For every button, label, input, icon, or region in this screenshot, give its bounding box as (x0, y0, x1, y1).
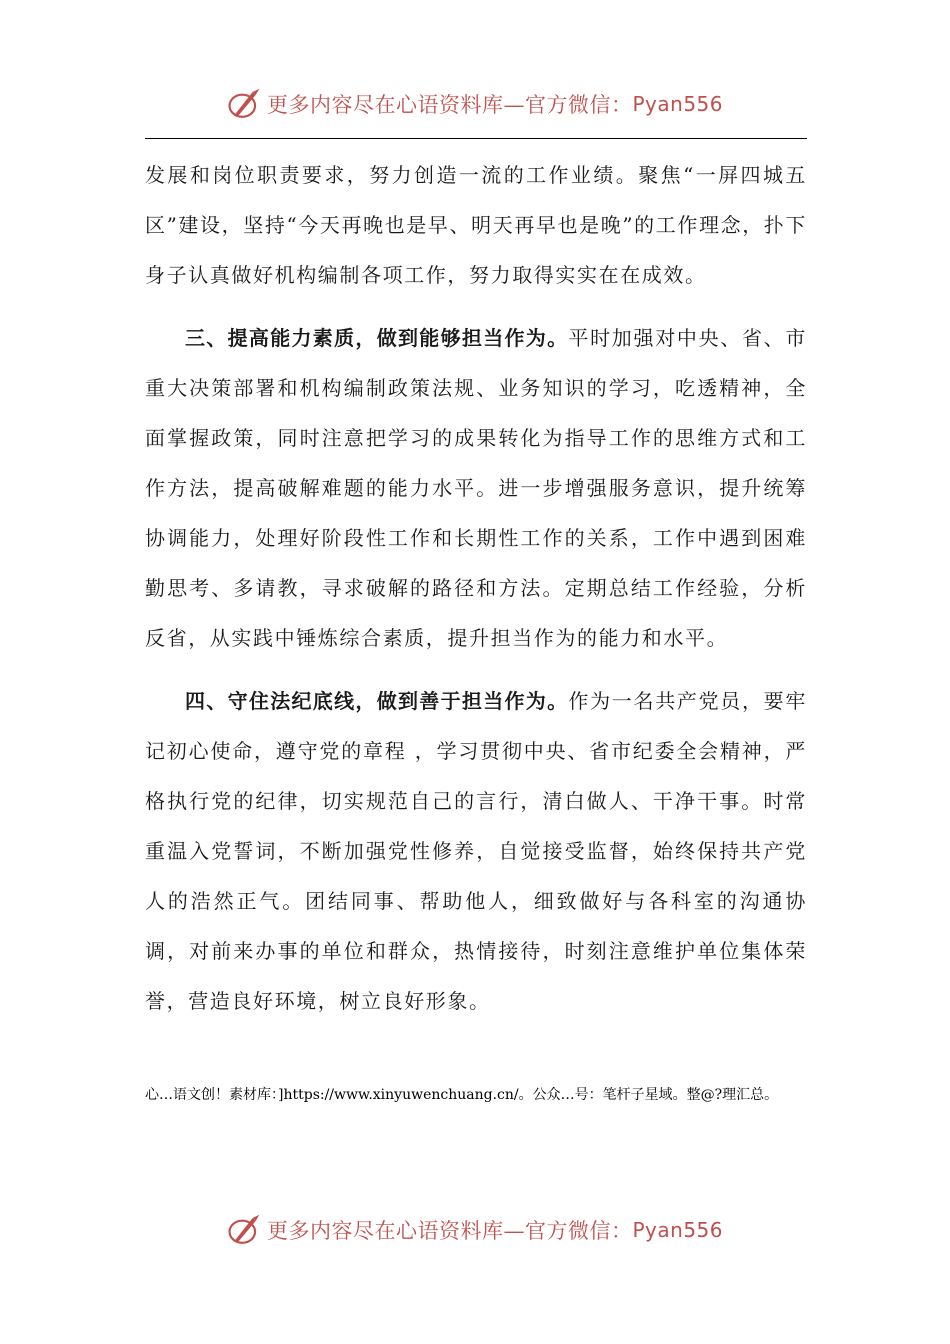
paragraph-1 (145, 150, 807, 300)
document-body (145, 150, 807, 1026)
watermark-wechat-id: Pyan556 (632, 1218, 723, 1242)
paragraph-3-text: 作为一名共产党员，要牢记初心使命，遵守党的章程 ，学习贯彻中央、省市纪委全会精神，严格执行党的纪律，切实规范自己的言行，清白做人、干净干事。时常重温入党誓词，不断加强党性修养，自觉接受监督，始终保持共产党人的浩然正气。团结同事、帮助他人，细致做好与各科室的沟通协调，对前来办事的单位和群众，热情接待，时刻注意维护单位集体荣誉，营造良好环境，树立良好形象。 (145, 689, 807, 1013)
paragraph-3-heading: 四、守住法纪底线，做到善于担当作为。 (185, 689, 569, 713)
paragraph-1-text: 发展和岗位职责要求，努力创造一流的工作业绩。聚焦“一屏四城五区”建设，坚持“今天再晚也是早、明天再早也是晚”的工作理念，扑下身子认真做好机构编制各项工作，努力取得实实在在成效。 (145, 163, 807, 287)
watermark-wechat-id: Pyan556 (632, 92, 723, 116)
paragraph-2 (145, 313, 807, 663)
watermark-footer (0, 1210, 950, 1250)
quill-pen-logo-icon (227, 87, 261, 121)
header-rule (145, 138, 807, 139)
source-footnote: 心…语文创！素材库：]https://www.xinyuwenchuang.cn/。公众…号：笔杆子星域。整@?理汇总。 (145, 1087, 779, 1103)
paragraph-2-heading: 三、提高能力素质，做到能够担当作为。 (185, 326, 569, 350)
watermark-text: 更多内容尽在心语资料库—官方微信： (266, 93, 633, 117)
quill-pen-logo-icon (227, 1213, 261, 1247)
watermark-header (0, 84, 950, 124)
paragraph-3 (145, 676, 807, 1026)
watermark-text: 更多内容尽在心语资料库—官方微信： (266, 1219, 633, 1243)
paragraph-2-text: 平时加强对中央、省、市重大决策部署和机构编制政策法规、业务知识的学习，吃透精神，全面掌握政策，同时注意把学习的成果转化为指导工作的思维方式和工作方法，提高破解难题的能力水平。进一步增强服务意识，提升统筹协调能力，处理好阶段性工作和长期性工作的关系，工作中遇到困难勤思考、多请教，寻求破解的路径和方法。定期总结工作经验，分析反省，从实践中锤炼综合素质，提升担当作为的能力和水平。 (145, 326, 807, 650)
